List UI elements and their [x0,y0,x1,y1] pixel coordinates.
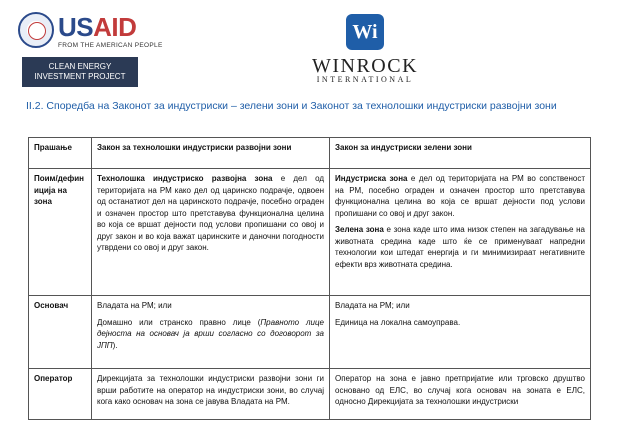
usaid-seal-logo [18,12,54,48]
cell-igz-definition [330,169,591,296]
winrock-logo-name: WINROCK [311,55,419,77]
tirz-founder-pre: Домашно или странско правно лице ( [97,317,261,327]
igz-founder-line2: Единица на локална самоуправа. [335,317,461,327]
igz-text-green: е зона каде што има низок степен на загадување на животната средина каде што ќе се применуваат напредни технологии кои штедат енергија и ги минимизираат негативните ефекти врз животната средина. [335,225,586,269]
winrock-logo-mark [346,14,384,50]
igz-definition-industrial [335,173,585,219]
cell-tirz-definition [92,169,330,296]
document-header [0,0,620,95]
table-row [29,296,591,369]
header-question: Прашање [29,138,92,169]
cell-igz-founder [330,296,591,369]
igz-definition-green [335,224,585,270]
cell-tirz-founder [92,296,330,369]
tirz-founder-post: ). [112,340,118,350]
igz-term-green: Зелена зона [335,225,384,234]
cell-igz-operator: Оператор на зона е јавно претпријатие или трговско друштво основано од ЕЛС, во случај кога основач на зоната е ЕЛС, односно Дирекцијата за технолошки индустриски [330,369,591,420]
cell-tirz-operator: Дирекцијата за технолошки индустриски развојни зони ги врши работите на оператор на индустриски зони, во случај кога како основач на зона се јавува Владата на РМ. [92,369,330,420]
usaid-seal-inner [28,22,46,40]
winrock-logo-glyph: Wi [352,21,378,43]
table-row [29,169,591,296]
usaid-logo-aid: AID [93,12,137,42]
row-label-founder: Основач [29,296,92,369]
usaid-logo-us: US [58,12,94,42]
igz-term-industrial: Индустриска зона [335,174,408,183]
project-badge-line1: CLEAN ENERGY [48,62,112,71]
tirz-term: Технолошка индустриско развојна зона [97,174,273,183]
project-badge [22,57,138,87]
row-label-operator: Оператор [29,369,92,420]
header-igz-law: Закон за индустриски зелени зони [330,138,591,169]
igz-text-industrial: е дел од територијата на РМ во сопственост на РМ, посебно ограден и означен простор што претставува функционална целина во која се вршат дејности под услови пропишани со овој и друг закон. [335,174,586,218]
winrock-logo-subtitle: INTERNATIONAL [316,75,414,84]
tirz-founder-line1: Владата на РМ; или [97,301,172,310]
project-badge-line2: INVESTMENT PROJECT [34,72,126,81]
tirz-founder-line2 [97,317,324,352]
table-header-row [29,138,591,169]
section-title: II.2. Споредба на Законот за индустриски – зелени зони и Законот за технолошки индустриски развојни зони [26,100,557,112]
tirz-definition-text: е дел од територијата на РМ како дел од царинско подрачје, одвоен од останатиот дел на царинското подрачје, посебно ограден и означен простор што претставува функционална целина во која се вршат дејности под услови пропишани со овој и друг закон и во која важат царинските и даночни погодности утврдени со овој и друг закон. [97,174,325,252]
usaid-tagline: FROM THE AMERICAN PEOPLE [58,42,163,49]
tirz-founder-italic: Правното лице дејноста на основач ја врши согласно со договорот за ЈПП [97,317,324,350]
igz-founder-line1: Владата на РМ; или [335,301,410,310]
row-label-definition: Поим/дефин иција на зона [29,169,92,296]
comparison-table [28,137,591,420]
table-row [29,369,591,420]
header-tirz-law: Закон за технолошки индустриски развојни зони [92,138,330,169]
usaid-logo-text [58,14,136,40]
